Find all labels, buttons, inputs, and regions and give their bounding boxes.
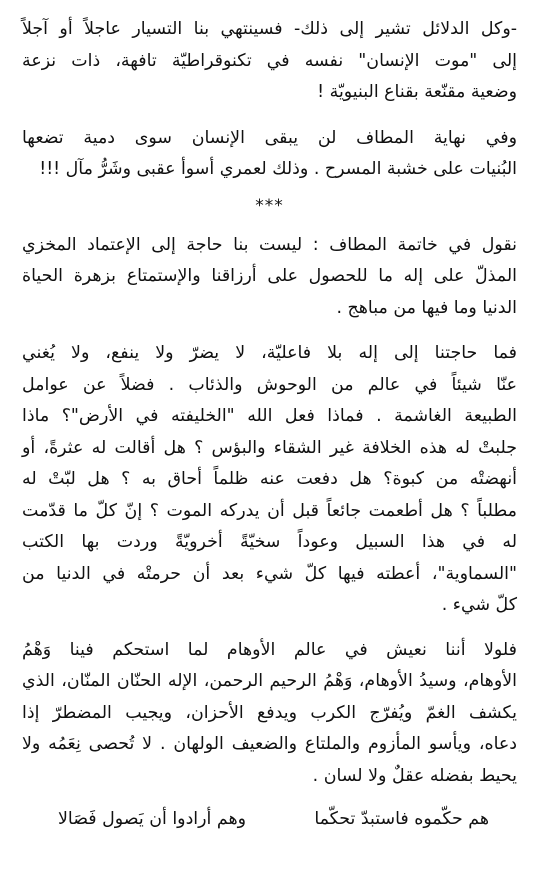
text-line: فلولا أننا نعيش في عالم الأوهام لما استحكم فينا وَهْمُ bbox=[22, 639, 517, 660]
paragraph-5 bbox=[22, 635, 517, 793]
text-line: كلّ شيء . bbox=[441, 595, 517, 615]
text-line: وضعية مقنّعة بقناع البنيويّة ! bbox=[317, 82, 517, 102]
text-line: إلى "موت الإنسان" نفسه في تكنوقراطيّة تافهة، ذات نزعة bbox=[22, 50, 517, 71]
verse-hemistich-left: وهم أرادوا أن يَصول فَصَالا bbox=[58, 809, 247, 829]
text-line: "السماوية"، أعطته فيها كلّ شيء بعد أن حرمتْه في الدنيا من bbox=[22, 563, 517, 584]
paragraph-3 bbox=[22, 230, 517, 325]
paragraph-4 bbox=[22, 338, 517, 622]
text-line: المذلّ على إله ما للحصول على أرزاقنا والإستمتاع بزهرة الحياة bbox=[22, 266, 517, 286]
text-line: الطبيعة الغاشمة . فماذا فعل الله "الخليفته في الأرض"؟ ماذا bbox=[22, 406, 517, 426]
text-line: أنهضتْه من كبوة؟ هل دفعت عنه ظلماً أحاق به ؟ هل لبّتْ له bbox=[22, 469, 517, 489]
poetry-verse bbox=[22, 804, 517, 835]
paragraph-1 bbox=[22, 14, 517, 109]
text-line: نقول في خاتمة المطاف : ليست بنا حاجة إلى الإعتماد المخزي bbox=[22, 234, 517, 255]
text-line: -وكل الدلائل تشير إلى ذلك- فسينتهي بنا التسيار عاجلاً أو آجلاً bbox=[22, 19, 517, 39]
section-separator: *** bbox=[255, 195, 284, 216]
paragraph-2 bbox=[22, 123, 517, 186]
text-line: البُنيات على خشبة المسرح . وذلك لعمري أسوأ عقبى وشَرُّ مآل !!! bbox=[39, 159, 517, 179]
text-line: جلبتْ له هذه الخلافة غير الشقاء والبؤس ؟ هل أقالت له عثرةً، أو bbox=[22, 437, 517, 458]
text-line: مطلباً ؟ هل أطعمت جائعاً قبل أن يدركه الموت ؟ إنّ كلّ ما قدّمت bbox=[22, 500, 517, 521]
text-line: فما حاجتنا إلى إله بلا فاعليّة، لا يضرّ ولا ينفع، ولا يُغني bbox=[22, 343, 517, 363]
text-line: يحيط بفضله عقلٌ ولا لسان . bbox=[312, 765, 517, 786]
verse-hemistich-right: هم حكّموه فاستبدّ تحكّما bbox=[314, 809, 489, 829]
text-line: الدنيا وما فيها من مباهج . bbox=[336, 297, 517, 318]
text-line: دعاه، ويأسو المأزوم والملتاع والضعيف الولهان . لا تُحصى نِعَمُه ولا bbox=[22, 734, 517, 754]
text-line: يكشف الغمّ ويُفرّج الكرب ويدفع الأحزان، ويجيب المضطرّ إذا bbox=[22, 702, 517, 723]
text-line: له في هذا السبيل وعوداً سخيّةً أخرويّةً وردت بها الكتب bbox=[22, 532, 517, 552]
text-line: وفي نهاية المطاف لن يبقى الإنسان سوى دمية تضعها bbox=[22, 127, 517, 148]
text-line: الأوهام، وسيدُ الأوهام، وَهْمُ الرحيم الرحمن، الإله الحنّان المنّان، الذي bbox=[22, 671, 517, 691]
text-line: عنّا شيئاً في عالم من الوحوش والذئاب . فضلاً عن عوامل bbox=[22, 374, 517, 395]
